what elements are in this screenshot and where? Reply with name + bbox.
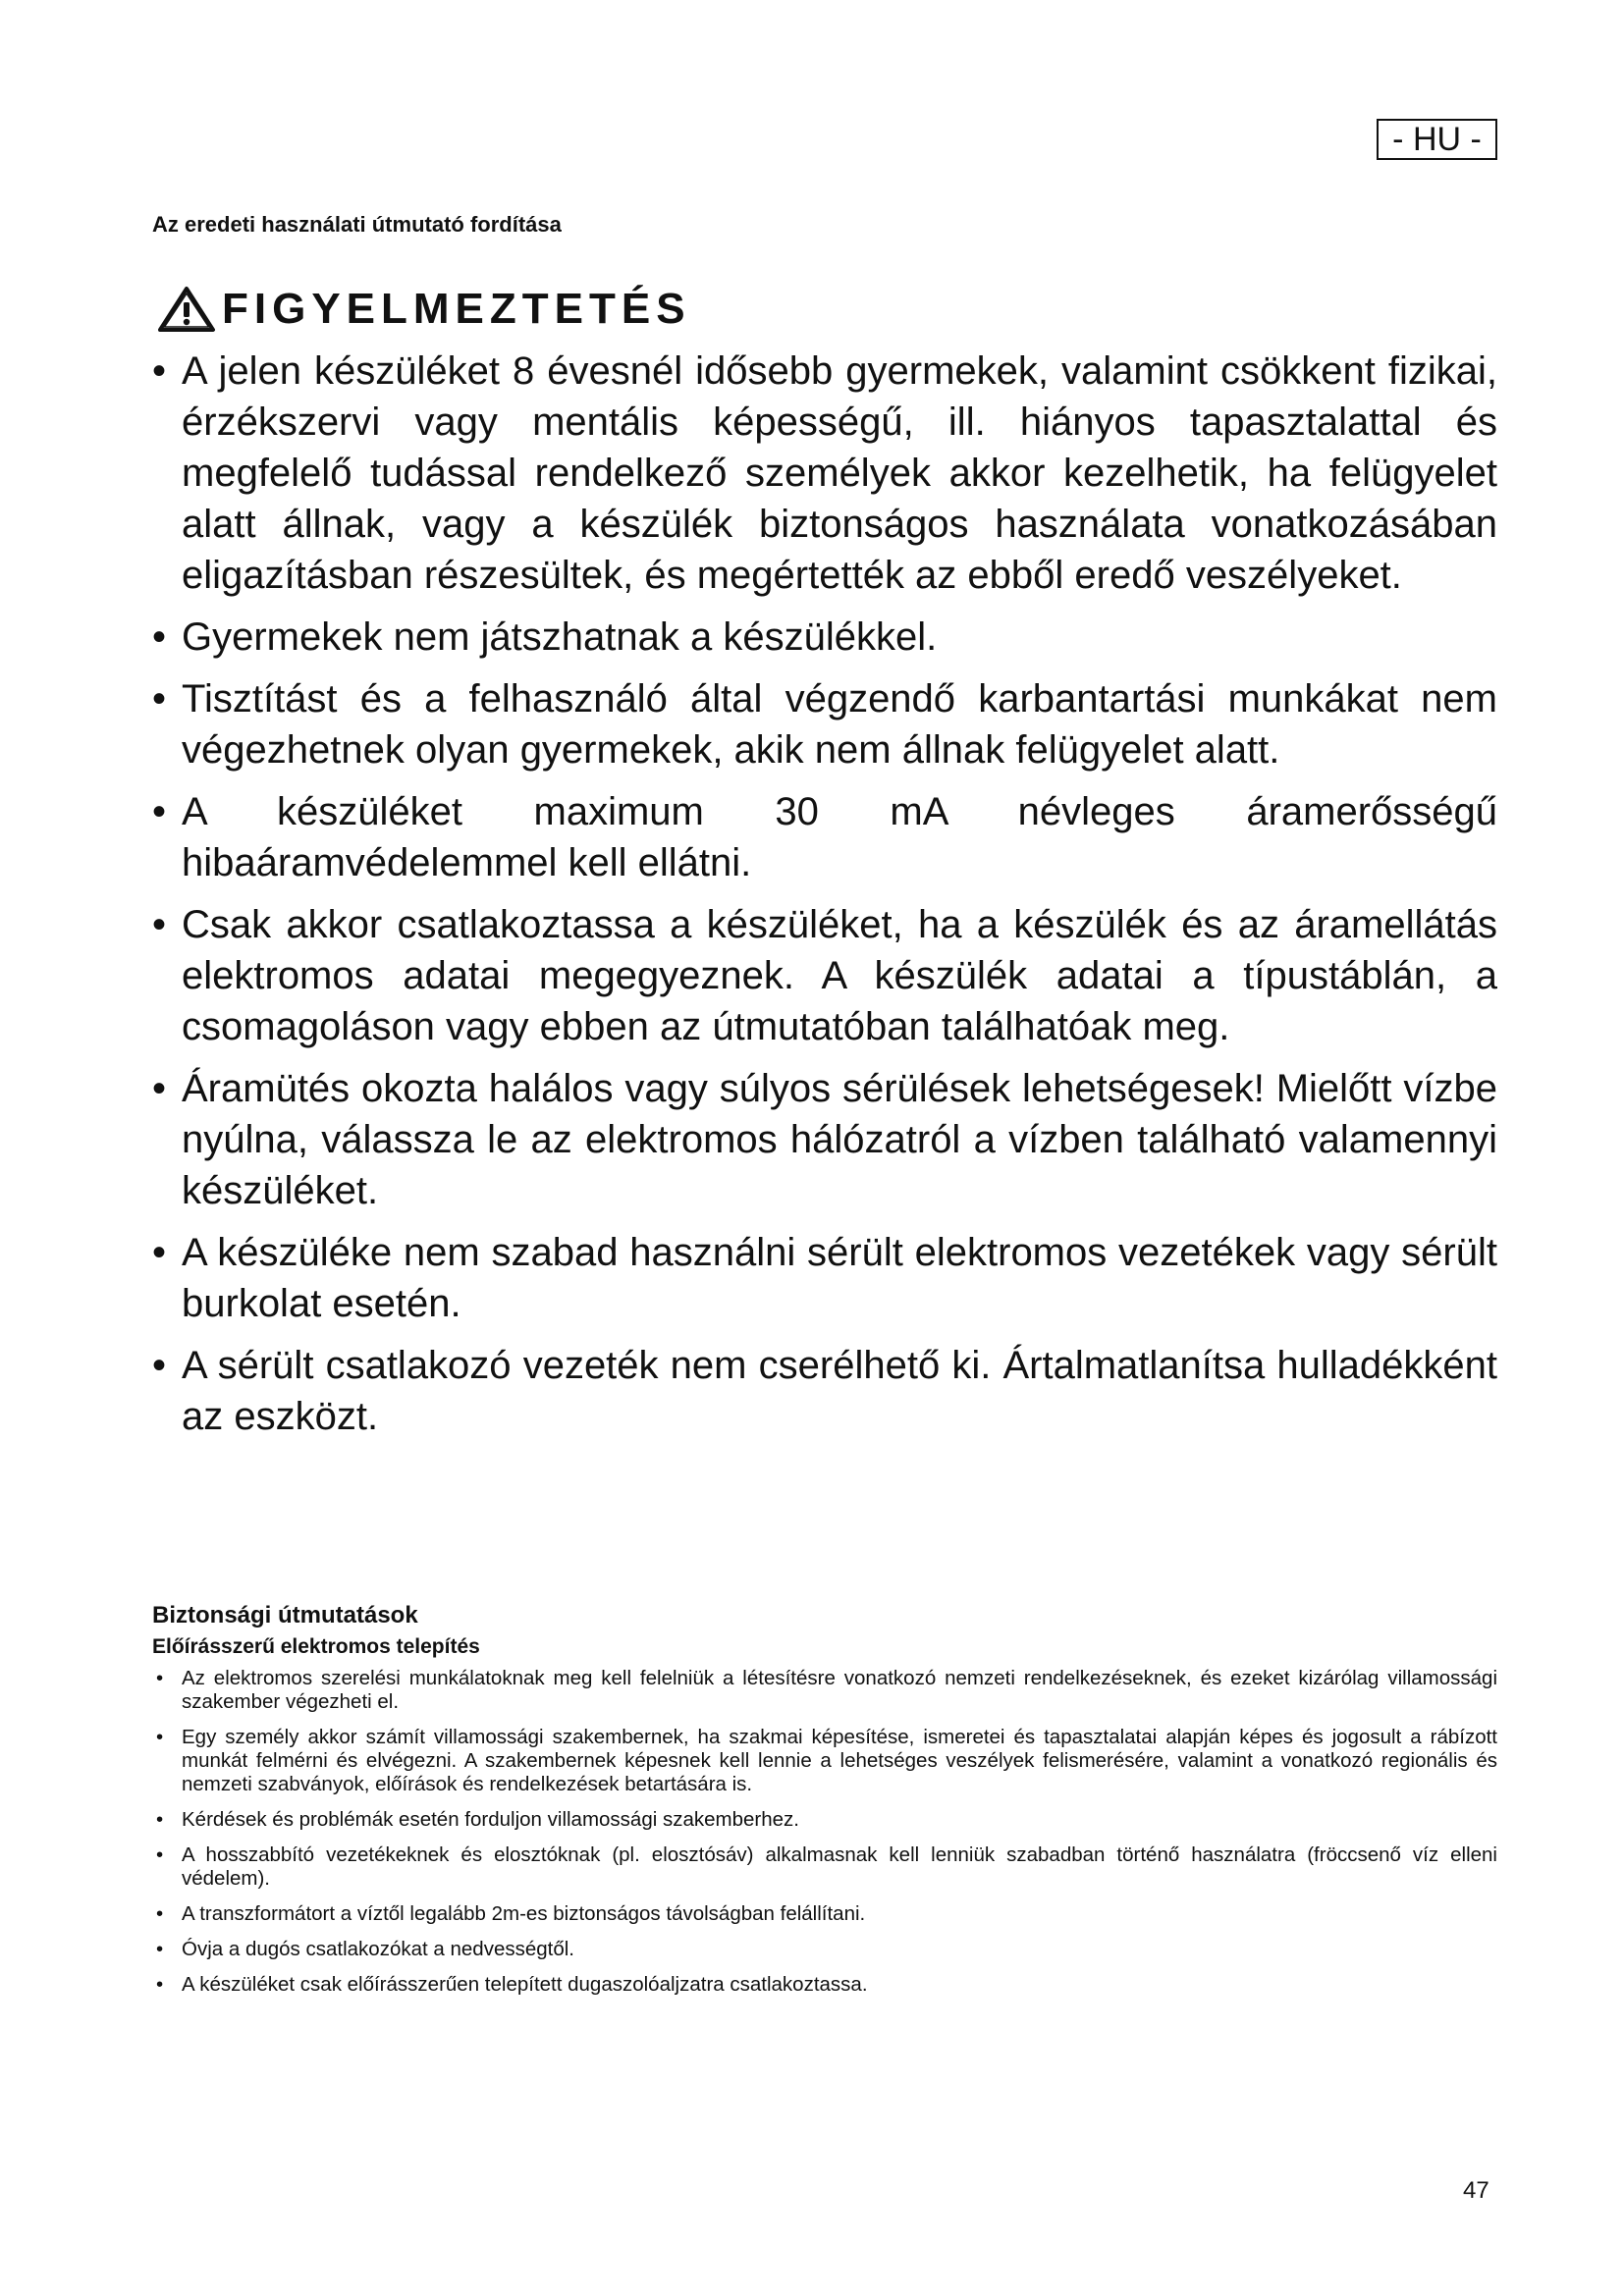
safety-subtitle: Előírásszerű elektromos telepítés [152,1635,480,1658]
warning-item: • Tisztítást és a felhasználó által végzendő karbantartási munkákat nem végezhetnek olyan gyermekek, akik nem állnak felügyelet alatt. [152,673,1497,775]
warning-item: • A készüléket maximum 30 mA névleges áramerősségű hibaáramvédelemmel kell ellátni. [152,786,1497,888]
safety-title: Biztonsági útmutatások [152,1602,418,1629]
warning-item: • A sérült csatlakozó vezeték nem cserélhető ki. Ártalmatlanítsa hulladékként az eszközt. [152,1340,1497,1442]
safety-item: • A transzformátort a víztől legalább 2m-es biztonságos távolságban felállítani. [152,1902,1497,1926]
warning-item: • Csak akkor csatlakoztassa a készüléket, ha a készülék és az áramellátás elektromos adatai megegyeznek. A készülék adatai a típustáblán, a csomagoláson vagy ebben az útmutatóban találhatóak meg. [152,899,1497,1052]
safety-item: • Kérdések és problémák esetén forduljon villamossági szakemberhez. [152,1808,1497,1832]
safety-item: • Egy személy akkor számít villamossági szakembernek, ha szakmai képesítése, ismeretei és tapasztalatai alapján képes és jogosult a rábízott munkát felmérni és elvégezni. A szakembernek képesnek kell lennie a lehetséges veszélyek felismerésére, valamint a vonatkozó regionális és nemzeti szabványok, előírások és rendelkezések betartására is. [152,1726,1497,1796]
safety-item: • Az elektromos szerelési munkálatoknak meg kell felelniük a létesítésre vonatkozó nemzeti rendelkezéseknek, és ezeket kizárólag villamossági szakember végezheti el. [152,1667,1497,1714]
warning-title: FIGYELMEZTETÉS [222,285,691,333]
safety-section [152,1600,1497,2008]
document-subtitle: Az eredeti használati útmutató fordítása [152,212,562,237]
safety-item: • A hosszabbító vezetékeknek és elosztóknak (pl. elosztósáv) alkalmasnak kell lenniük szabadban történő használatra (fröccsenő víz elleni védelem). [152,1843,1497,1891]
safety-list [152,1667,1497,1997]
warning-item: • A készüléke nem szabad használni sérült elektromos vezetékek vagy sérült burkolat esetén. [152,1227,1497,1329]
warning-list [152,346,1497,1453]
language-tag: - HU - [1377,119,1497,160]
warning-triangle-icon [157,286,216,333]
page-number: 47 [1463,2177,1489,2204]
safety-item: • A készüléket csak előírásszerűen telepített dugaszolóaljzatra csatlakoztassa. [152,1973,1497,1997]
warning-item: • Gyermekek nem játszhatnak a készülékkel. [152,612,1497,663]
safety-item: • Óvja a dugós csatlakozókat a nedvességtől. [152,1938,1497,1961]
warning-item: • Áramütés okozta halálos vagy súlyos sérülések lehetségesek! Mielőtt vízbe nyúlna, válassza le az elektromos hálózatról a vízben található valamennyi készüléket. [152,1063,1497,1216]
warning-item: • A jelen készüléket 8 évesnél idősebb gyermekek, valamint csökkent fizikai, érzékszervi vagy mentális képességű, ill. hiányos tapasztalattal és megfelelő tudással rendelkező személyek akkor kezelhetik, ha felügyelet alatt állnak, vagy a készülék biztonságos használata vonatkozásában eligazításban részesültek, és megértették az ebből eredő veszélyeket. [152,346,1497,601]
warning-heading [157,285,691,334]
